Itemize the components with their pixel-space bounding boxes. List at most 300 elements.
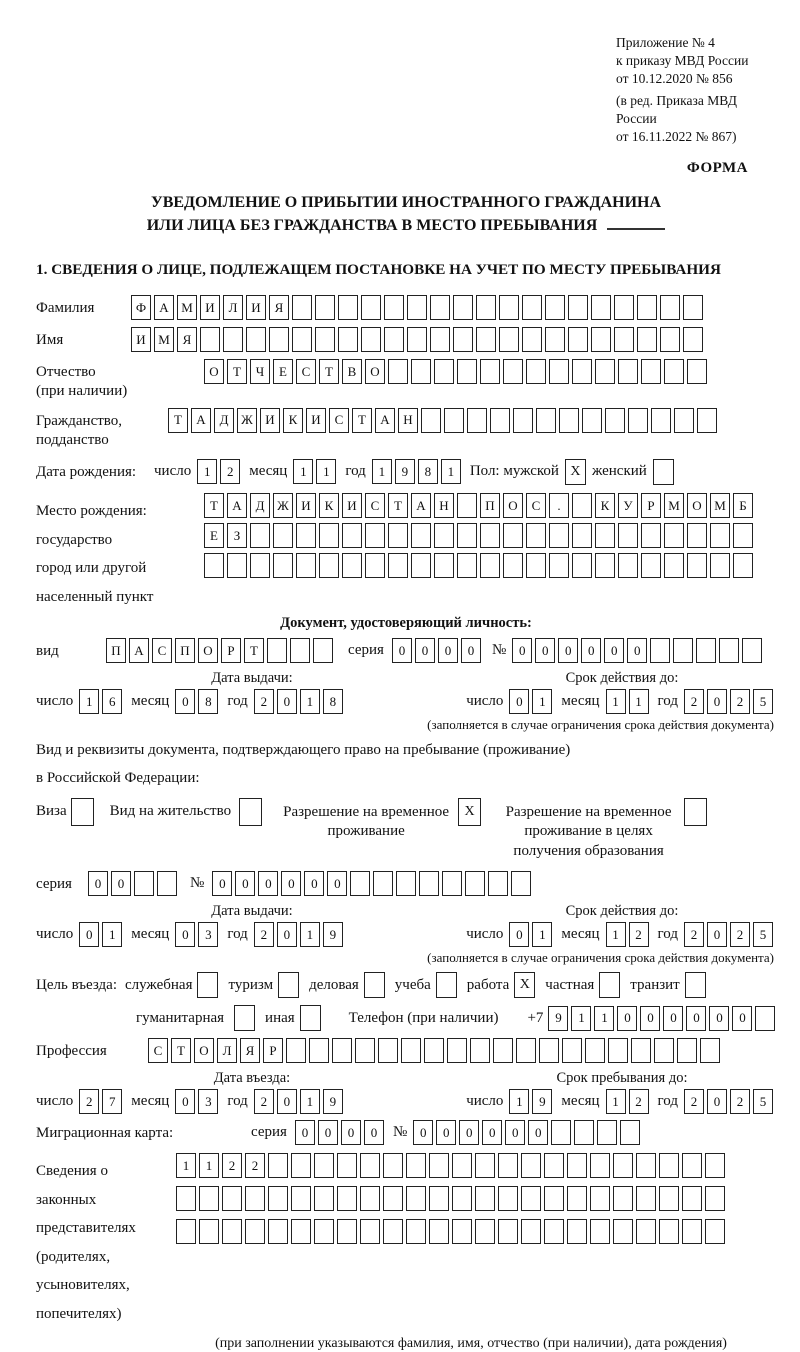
identity-issue-year-cells[interactable] xyxy=(254,689,346,714)
profession-cells[interactable] xyxy=(148,1038,723,1063)
purpose-transit-checkbox[interactable] xyxy=(685,972,706,998)
form-cell[interactable] xyxy=(503,359,523,384)
form-cell[interactable] xyxy=(134,871,154,896)
form-cell[interactable]: 0 xyxy=(79,922,99,947)
form-cell[interactable]: 1 xyxy=(532,689,552,714)
representatives-cells-row2[interactable] xyxy=(176,1186,728,1211)
form-cell[interactable]: 0 xyxy=(235,871,255,896)
form-cell[interactable]: 1 xyxy=(606,922,626,947)
form-cell[interactable] xyxy=(457,359,477,384)
form-cell[interactable]: С xyxy=(148,1038,168,1063)
form-cell[interactable] xyxy=(567,1219,587,1244)
residence-valid-day-cells[interactable] xyxy=(509,922,555,947)
form-cell[interactable]: 0 xyxy=(627,638,647,663)
form-cell[interactable] xyxy=(536,408,556,433)
form-cell[interactable]: 2 xyxy=(730,922,750,947)
form-cell[interactable] xyxy=(755,1006,775,1031)
form-cell[interactable]: 1 xyxy=(197,459,217,484)
form-cell[interactable] xyxy=(355,1038,375,1063)
form-cell[interactable]: 5 xyxy=(753,689,773,714)
form-cell[interactable] xyxy=(411,523,431,548)
form-cell[interactable]: 1 xyxy=(199,1153,219,1178)
form-cell[interactable]: 7 xyxy=(102,1089,122,1114)
representatives-cells-row3[interactable] xyxy=(176,1219,728,1244)
form-cell[interactable] xyxy=(650,638,670,663)
form-cell[interactable]: 0 xyxy=(617,1006,637,1031)
form-cell[interactable] xyxy=(434,553,454,578)
form-cell[interactable] xyxy=(337,1186,357,1211)
form-cell[interactable] xyxy=(637,327,657,352)
form-cell[interactable]: 0 xyxy=(318,1120,338,1145)
form-cell[interactable] xyxy=(562,1038,582,1063)
form-cell[interactable]: А xyxy=(411,493,431,518)
form-cell[interactable] xyxy=(660,327,680,352)
form-cell[interactable] xyxy=(636,1186,656,1211)
form-cell[interactable]: 1 xyxy=(594,1006,614,1031)
purpose-business-checkbox[interactable] xyxy=(364,972,385,998)
birth-day-cells[interactable] xyxy=(197,459,243,484)
form-cell[interactable]: 0 xyxy=(686,1006,706,1031)
form-cell[interactable]: Я xyxy=(269,295,289,320)
form-cell[interactable] xyxy=(442,871,462,896)
form-cell[interactable] xyxy=(388,359,408,384)
form-cell[interactable]: Л xyxy=(217,1038,237,1063)
purpose-other-checkbox[interactable] xyxy=(300,1005,321,1031)
form-cell[interactable]: 0 xyxy=(277,689,297,714)
form-cell[interactable]: 0 xyxy=(505,1120,525,1145)
doc-kind-cells[interactable] xyxy=(106,638,336,663)
form-cell[interactable]: 1 xyxy=(571,1006,591,1031)
form-cell[interactable] xyxy=(664,359,684,384)
form-cell[interactable]: С xyxy=(152,638,172,663)
form-cell[interactable] xyxy=(338,327,358,352)
form-cell[interactable] xyxy=(453,295,473,320)
form-cell[interactable] xyxy=(628,408,648,433)
form-cell[interactable] xyxy=(245,1219,265,1244)
form-cell[interactable] xyxy=(549,359,569,384)
doc-series-cells[interactable] xyxy=(392,638,484,663)
form-cell[interactable]: 2 xyxy=(730,689,750,714)
form-cell[interactable]: 9 xyxy=(323,1089,343,1114)
form-cell[interactable]: Р xyxy=(221,638,241,663)
form-cell[interactable] xyxy=(683,327,703,352)
residence-issue-year-cells[interactable] xyxy=(254,922,346,947)
form-cell[interactable] xyxy=(296,553,316,578)
birth-year-cells[interactable] xyxy=(372,459,464,484)
form-cell[interactable] xyxy=(406,1153,426,1178)
form-cell[interactable] xyxy=(176,1186,196,1211)
form-cell[interactable] xyxy=(457,553,477,578)
form-cell[interactable]: 8 xyxy=(418,459,438,484)
form-cell[interactable]: 0 xyxy=(364,1120,384,1145)
form-cell[interactable] xyxy=(574,1120,594,1145)
form-cell[interactable] xyxy=(222,1219,242,1244)
form-cell[interactable] xyxy=(447,1038,467,1063)
form-cell[interactable] xyxy=(337,1153,357,1178)
form-cell[interactable]: С xyxy=(365,493,385,518)
form-cell[interactable]: О xyxy=(194,1038,214,1063)
form-cell[interactable]: 9 xyxy=(548,1006,568,1031)
form-cell[interactable]: Р xyxy=(263,1038,283,1063)
form-cell[interactable] xyxy=(361,295,381,320)
form-cell[interactable] xyxy=(595,553,615,578)
form-cell[interactable] xyxy=(710,523,730,548)
form-cell[interactable]: 1 xyxy=(441,459,461,484)
form-cell[interactable] xyxy=(407,295,427,320)
form-cell[interactable] xyxy=(696,638,716,663)
form-cell[interactable] xyxy=(614,327,634,352)
form-cell[interactable] xyxy=(223,327,243,352)
form-cell[interactable] xyxy=(654,1038,674,1063)
identity-issue-day-cells[interactable] xyxy=(79,689,125,714)
form-cell[interactable]: 1 xyxy=(293,459,313,484)
form-cell[interactable] xyxy=(430,295,450,320)
form-cell[interactable]: К xyxy=(283,408,303,433)
form-cell[interactable] xyxy=(677,1038,697,1063)
form-cell[interactable] xyxy=(401,1038,421,1063)
form-cell[interactable] xyxy=(582,408,602,433)
form-cell[interactable]: Н xyxy=(434,493,454,518)
form-cell[interactable]: А xyxy=(191,408,211,433)
form-cell[interactable]: М xyxy=(177,295,197,320)
identity-valid-month-cells[interactable] xyxy=(606,689,652,714)
form-cell[interactable] xyxy=(411,359,431,384)
form-cell[interactable]: К xyxy=(595,493,615,518)
residence-valid-year-cells[interactable] xyxy=(684,922,776,947)
purpose-official-checkbox[interactable] xyxy=(197,972,218,998)
form-cell[interactable]: Т xyxy=(204,493,224,518)
form-cell[interactable] xyxy=(545,295,565,320)
form-cell[interactable] xyxy=(246,327,266,352)
form-cell[interactable]: А xyxy=(227,493,247,518)
form-cell[interactable]: 0 xyxy=(558,638,578,663)
form-cell[interactable]: Я xyxy=(240,1038,260,1063)
form-cell[interactable] xyxy=(687,359,707,384)
form-cell[interactable] xyxy=(590,1219,610,1244)
form-cell[interactable]: 0 xyxy=(707,689,727,714)
form-cell[interactable] xyxy=(568,295,588,320)
form-cell[interactable] xyxy=(605,408,625,433)
form-cell[interactable]: Ф xyxy=(131,295,151,320)
form-cell[interactable]: 2 xyxy=(245,1153,265,1178)
form-cell[interactable]: З xyxy=(227,523,247,548)
form-cell[interactable]: И xyxy=(131,327,151,352)
form-cell[interactable] xyxy=(200,327,220,352)
form-cell[interactable] xyxy=(480,553,500,578)
form-cell[interactable] xyxy=(373,871,393,896)
form-cell[interactable] xyxy=(516,1038,536,1063)
form-cell[interactable]: 1 xyxy=(606,1089,626,1114)
form-cell[interactable] xyxy=(490,408,510,433)
form-cell[interactable] xyxy=(591,327,611,352)
form-cell[interactable]: 0 xyxy=(304,871,324,896)
birth-month-cells[interactable] xyxy=(293,459,339,484)
residence-issue-month-cells[interactable] xyxy=(175,922,221,947)
form-cell[interactable] xyxy=(407,327,427,352)
form-cell[interactable] xyxy=(360,1186,380,1211)
form-cell[interactable] xyxy=(687,553,707,578)
form-cell[interactable]: 1 xyxy=(509,1089,529,1114)
purpose-study-checkbox[interactable] xyxy=(436,972,457,998)
form-cell[interactable]: И xyxy=(296,493,316,518)
form-cell[interactable] xyxy=(476,327,496,352)
form-cell[interactable]: 0 xyxy=(258,871,278,896)
form-cell[interactable]: 1 xyxy=(79,689,99,714)
form-cell[interactable] xyxy=(614,295,634,320)
form-cell[interactable] xyxy=(659,1219,679,1244)
form-cell[interactable] xyxy=(406,1186,426,1211)
form-cell[interactable] xyxy=(700,1038,720,1063)
name-cells[interactable] xyxy=(131,327,706,352)
entry-year-cells[interactable] xyxy=(254,1089,346,1114)
form-cell[interactable] xyxy=(452,1186,472,1211)
form-cell[interactable] xyxy=(291,1153,311,1178)
form-cell[interactable] xyxy=(429,1186,449,1211)
form-cell[interactable]: 1 xyxy=(300,1089,320,1114)
form-cell[interactable] xyxy=(227,553,247,578)
form-cell[interactable]: О xyxy=(503,493,523,518)
form-cell[interactable]: 2 xyxy=(222,1153,242,1178)
form-cell[interactable]: 1 xyxy=(629,689,649,714)
form-cell[interactable] xyxy=(687,523,707,548)
form-cell[interactable]: 6 xyxy=(102,689,122,714)
form-cell[interactable] xyxy=(314,1219,334,1244)
form-cell[interactable] xyxy=(585,1038,605,1063)
form-cell[interactable]: Т xyxy=(171,1038,191,1063)
form-cell[interactable] xyxy=(476,295,496,320)
form-cell[interactable] xyxy=(568,327,588,352)
form-cell[interactable] xyxy=(273,523,293,548)
form-cell[interactable] xyxy=(268,1153,288,1178)
form-cell[interactable]: 0 xyxy=(581,638,601,663)
form-cell[interactable] xyxy=(488,871,508,896)
form-cell[interactable] xyxy=(636,1219,656,1244)
form-cell[interactable] xyxy=(384,295,404,320)
form-cell[interactable]: О xyxy=(198,638,218,663)
form-cell[interactable]: Б xyxy=(733,493,753,518)
form-cell[interactable] xyxy=(521,1153,541,1178)
form-cell[interactable] xyxy=(267,638,287,663)
form-cell[interactable]: 1 xyxy=(300,689,320,714)
form-cell[interactable]: 0 xyxy=(277,922,297,947)
form-cell[interactable] xyxy=(384,327,404,352)
form-cell[interactable]: 0 xyxy=(281,871,301,896)
form-cell[interactable] xyxy=(176,1219,196,1244)
form-cell[interactable] xyxy=(429,1219,449,1244)
form-cell[interactable] xyxy=(222,1186,242,1211)
form-cell[interactable]: 3 xyxy=(198,922,218,947)
form-cell[interactable] xyxy=(697,408,717,433)
form-cell[interactable]: 1 xyxy=(316,459,336,484)
form-cell[interactable] xyxy=(342,523,362,548)
form-cell[interactable] xyxy=(674,408,694,433)
form-cell[interactable] xyxy=(406,1219,426,1244)
form-cell[interactable] xyxy=(444,408,464,433)
form-cell[interactable] xyxy=(705,1186,725,1211)
form-cell[interactable]: 8 xyxy=(323,689,343,714)
form-cell[interactable]: 0 xyxy=(535,638,555,663)
form-cell[interactable] xyxy=(719,638,739,663)
form-cell[interactable] xyxy=(419,871,439,896)
form-cell[interactable] xyxy=(631,1038,651,1063)
form-cell[interactable]: К xyxy=(319,493,339,518)
stay-year-cells[interactable] xyxy=(684,1089,776,1114)
form-cell[interactable] xyxy=(539,1038,559,1063)
residence-permit-checkbox[interactable] xyxy=(239,798,262,826)
form-cell[interactable] xyxy=(475,1186,495,1211)
form-cell[interactable] xyxy=(315,327,335,352)
form-cell[interactable] xyxy=(388,553,408,578)
form-cell[interactable] xyxy=(613,1153,633,1178)
form-cell[interactable]: 1 xyxy=(102,922,122,947)
form-cell[interactable] xyxy=(315,295,335,320)
form-cell[interactable]: Т xyxy=(227,359,247,384)
form-cell[interactable]: 0 xyxy=(212,871,232,896)
birth-place-cells-row1[interactable] xyxy=(204,493,756,518)
form-cell[interactable] xyxy=(572,359,592,384)
residence-issue-day-cells[interactable] xyxy=(79,922,125,947)
form-cell[interactable] xyxy=(590,1153,610,1178)
form-cell[interactable]: 0 xyxy=(709,1006,729,1031)
residence-number-cells[interactable] xyxy=(212,871,534,896)
stay-day-cells[interactable] xyxy=(509,1089,555,1114)
form-cell[interactable] xyxy=(499,295,519,320)
form-cell[interactable]: Д xyxy=(214,408,234,433)
form-cell[interactable] xyxy=(620,1120,640,1145)
form-cell[interactable]: Т xyxy=(388,493,408,518)
form-cell[interactable]: 0 xyxy=(392,638,412,663)
form-cell[interactable] xyxy=(521,1219,541,1244)
form-cell[interactable]: Т xyxy=(168,408,188,433)
form-cell[interactable] xyxy=(470,1038,490,1063)
form-cell[interactable]: 0 xyxy=(327,871,347,896)
form-cell[interactable] xyxy=(309,1038,329,1063)
form-cell[interactable]: 9 xyxy=(532,1089,552,1114)
form-cell[interactable] xyxy=(292,327,312,352)
temp-residence-education-checkbox[interactable] xyxy=(684,798,707,826)
form-cell[interactable]: 1 xyxy=(606,689,626,714)
form-cell[interactable] xyxy=(199,1186,219,1211)
entry-month-cells[interactable] xyxy=(175,1089,221,1114)
entry-day-cells[interactable] xyxy=(79,1089,125,1114)
form-cell[interactable] xyxy=(641,523,661,548)
form-cell[interactable]: С xyxy=(526,493,546,518)
form-cell[interactable] xyxy=(498,1186,518,1211)
form-cell[interactable] xyxy=(286,1038,306,1063)
form-cell[interactable]: О xyxy=(687,493,707,518)
form-cell[interactable]: 1 xyxy=(176,1153,196,1178)
form-cell[interactable] xyxy=(664,523,684,548)
form-cell[interactable] xyxy=(618,359,638,384)
form-cell[interactable]: 2 xyxy=(629,922,649,947)
form-cell[interactable] xyxy=(453,327,473,352)
form-cell[interactable]: 2 xyxy=(629,1089,649,1114)
migration-number-cells[interactable] xyxy=(413,1120,643,1145)
form-cell[interactable] xyxy=(511,871,531,896)
form-cell[interactable] xyxy=(682,1186,702,1211)
form-cell[interactable] xyxy=(559,408,579,433)
stay-month-cells[interactable] xyxy=(606,1089,652,1114)
form-cell[interactable] xyxy=(499,327,519,352)
form-cell[interactable] xyxy=(521,1186,541,1211)
form-cell[interactable]: Т xyxy=(352,408,372,433)
form-cell[interactable]: 0 xyxy=(459,1120,479,1145)
form-cell[interactable] xyxy=(526,523,546,548)
form-cell[interactable]: С xyxy=(329,408,349,433)
form-cell[interactable]: В xyxy=(342,359,362,384)
form-cell[interactable]: 0 xyxy=(277,1089,297,1114)
form-cell[interactable] xyxy=(338,295,358,320)
form-cell[interactable] xyxy=(651,408,671,433)
form-cell[interactable] xyxy=(549,523,569,548)
form-cell[interactable] xyxy=(613,1186,633,1211)
form-cell[interactable] xyxy=(434,359,454,384)
form-cell[interactable] xyxy=(204,553,224,578)
purpose-humanitarian-checkbox[interactable] xyxy=(234,1005,255,1031)
form-cell[interactable] xyxy=(659,1186,679,1211)
form-cell[interactable] xyxy=(291,1219,311,1244)
form-cell[interactable]: Н xyxy=(398,408,418,433)
form-cell[interactable] xyxy=(268,1219,288,1244)
visa-checkbox[interactable] xyxy=(71,798,94,826)
form-cell[interactable] xyxy=(549,553,569,578)
form-cell[interactable]: 0 xyxy=(436,1120,456,1145)
form-cell[interactable] xyxy=(572,523,592,548)
form-cell[interactable]: М xyxy=(710,493,730,518)
form-cell[interactable] xyxy=(465,871,485,896)
form-cell[interactable] xyxy=(660,295,680,320)
form-cell[interactable] xyxy=(597,1120,617,1145)
form-cell[interactable]: Д xyxy=(250,493,270,518)
form-cell[interactable]: Е xyxy=(204,523,224,548)
form-cell[interactable] xyxy=(572,493,592,518)
form-cell[interactable] xyxy=(498,1219,518,1244)
form-cell[interactable] xyxy=(503,523,523,548)
form-cell[interactable] xyxy=(388,523,408,548)
form-cell[interactable]: И xyxy=(246,295,266,320)
form-cell[interactable] xyxy=(544,1219,564,1244)
form-cell[interactable]: 0 xyxy=(707,922,727,947)
form-cell[interactable]: 0 xyxy=(732,1006,752,1031)
form-cell[interactable]: О xyxy=(365,359,385,384)
form-cell[interactable]: 0 xyxy=(413,1120,433,1145)
form-cell[interactable]: П xyxy=(175,638,195,663)
form-cell[interactable] xyxy=(608,1038,628,1063)
form-cell[interactable] xyxy=(319,523,339,548)
form-cell[interactable] xyxy=(498,1153,518,1178)
purpose-work-checkbox[interactable]: X xyxy=(514,972,535,998)
form-cell[interactable] xyxy=(659,1153,679,1178)
form-cell[interactable] xyxy=(250,523,270,548)
form-cell[interactable] xyxy=(733,553,753,578)
form-cell[interactable]: А xyxy=(154,295,174,320)
form-cell[interactable] xyxy=(332,1038,352,1063)
form-cell[interactable] xyxy=(365,523,385,548)
form-cell[interactable] xyxy=(434,523,454,548)
form-cell[interactable]: Р xyxy=(641,493,661,518)
form-cell[interactable]: 9 xyxy=(323,922,343,947)
representatives-cells-row1[interactable] xyxy=(176,1153,728,1178)
form-cell[interactable] xyxy=(337,1219,357,1244)
form-cell[interactable] xyxy=(591,295,611,320)
form-cell[interactable]: О xyxy=(204,359,224,384)
form-cell[interactable] xyxy=(664,553,684,578)
migration-series-cells[interactable] xyxy=(295,1120,387,1145)
form-cell[interactable]: М xyxy=(154,327,174,352)
form-cell[interactable] xyxy=(361,327,381,352)
form-cell[interactable] xyxy=(544,1153,564,1178)
form-cell[interactable]: 0 xyxy=(175,922,195,947)
